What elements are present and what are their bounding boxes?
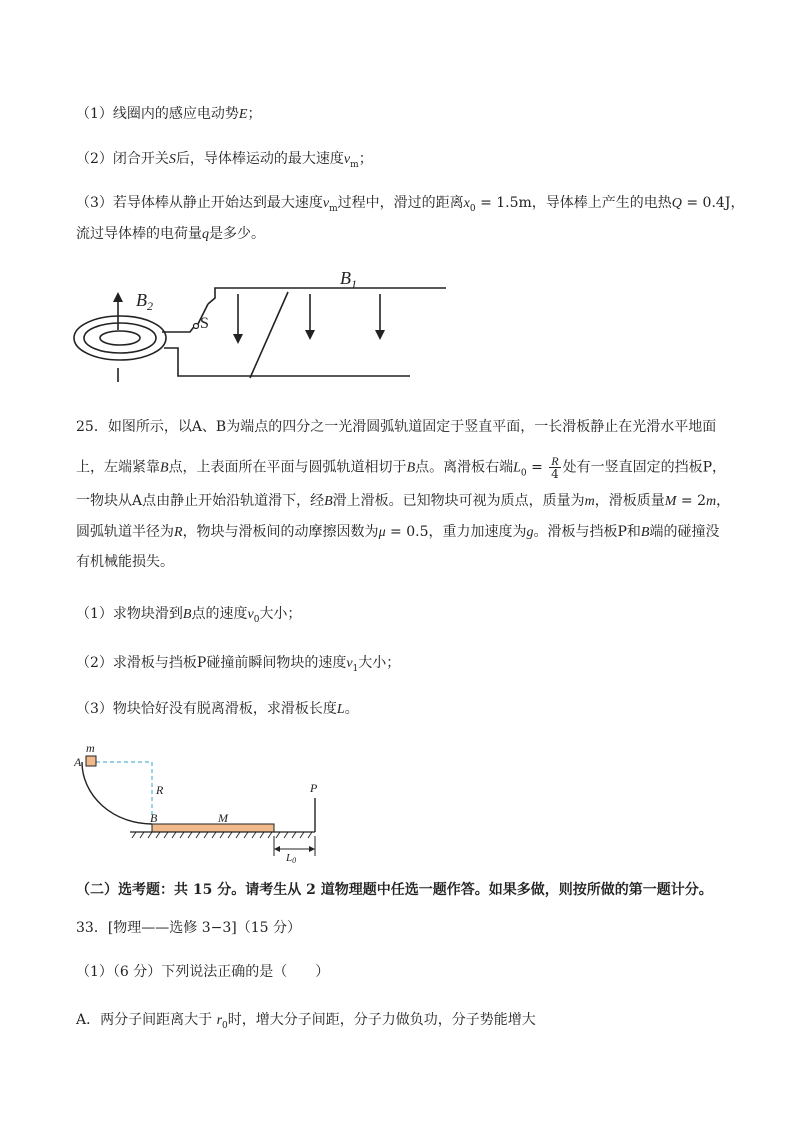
q33-sub1: （1）（6 分）下列说法正确的是（ ）	[76, 964, 330, 980]
ground-hatch	[132, 832, 312, 838]
coil-inner	[100, 331, 140, 345]
coil-middle	[84, 323, 156, 353]
slide-board	[152, 824, 274, 832]
q24-sub2: （2）闭合开关S后，导体棒运动的最大速度$v_m$；	[76, 151, 373, 170]
fraction-R-over-4: $\frac{R}{4}$	[551, 454, 559, 481]
label-L0: L	[286, 852, 293, 864]
block-m	[86, 756, 96, 766]
L0-dimension	[274, 836, 315, 856]
label-R: R	[156, 783, 164, 797]
label-P: P	[310, 781, 318, 795]
q25-line2: 上，左端紧靠B点，上表面所在平面与圆弧轨道相切于B点。离滑板右端$L_0$ = $\frac{R}{4}$ 处有一竖直固定的挡板P，	[76, 454, 727, 481]
label-A: A	[74, 755, 82, 769]
q24-sub1: （1）线圈内的感应电动势E；	[76, 106, 262, 122]
label-B2: B	[136, 290, 147, 310]
svg-text:B1: $B_1$	[340, 268, 357, 291]
q33-title: 33．[物理——选修 3−3]（15 分）	[76, 920, 301, 936]
svg-text:L0: L0	[286, 852, 297, 865]
q25-sub3: （3）物块恰好没有脱离滑板，求滑板长度L。	[76, 701, 359, 717]
label-B: B	[150, 811, 158, 825]
q25-line5: 有机械能损失。	[76, 554, 174, 570]
svg-text:B2: $B_2$	[136, 290, 153, 313]
q25-sub1: （1）求物块滑到B点的速度$v_0$大小；	[76, 606, 302, 625]
q24-sub3-line1: （3）若导体棒从静止开始达到最大速度$v_m$过程中，滑过的距离$x_0 = 1.5m$，导体棒上产生的电热Q = 0.4J，	[76, 195, 745, 214]
q25-line4: 圆弧轨道半径为R，物块与滑板间的动摩擦因数为μ = 0.5，重力加速度为g。滑板与挡板P和B端的碰撞没	[76, 524, 720, 540]
q25-line1: 25．如图所示，以A、B为端点的四分之一光滑圆弧轨道固定于竖直平面，一长滑板静止在光滑水平地面	[76, 419, 717, 435]
section2-heading: （二）选考题：共 15 分。请考生从 2 道物理题中任选一题作答。如果多做，则按所做的第一题计分。	[76, 882, 713, 898]
q25-figure	[70, 740, 340, 865]
label-M: M	[218, 811, 228, 825]
switch-contact	[194, 324, 199, 329]
q24-figure	[70, 262, 470, 392]
label-S: S	[200, 315, 209, 332]
label-m: m	[86, 741, 95, 755]
arc-track	[82, 762, 152, 824]
q25-line3: 一物块从A点由静止开始沿轨道滑下，经B滑上滑板。已知物块可视为质点，质量为m，滑板质量M = 2m，	[76, 493, 731, 509]
q24-sub3-line2: 流过导体棒的电荷量q是多少。	[76, 226, 265, 242]
label-B1: B	[340, 268, 351, 288]
q33-option-A: A．两分子间距离大于 $r_0$时，增大分子间距，分子力做负功，分子势能增大	[76, 1012, 536, 1031]
q25-sub2: （2）求滑板与挡板P碰撞前瞬间物块的速度$v_1$大小；	[76, 655, 401, 674]
